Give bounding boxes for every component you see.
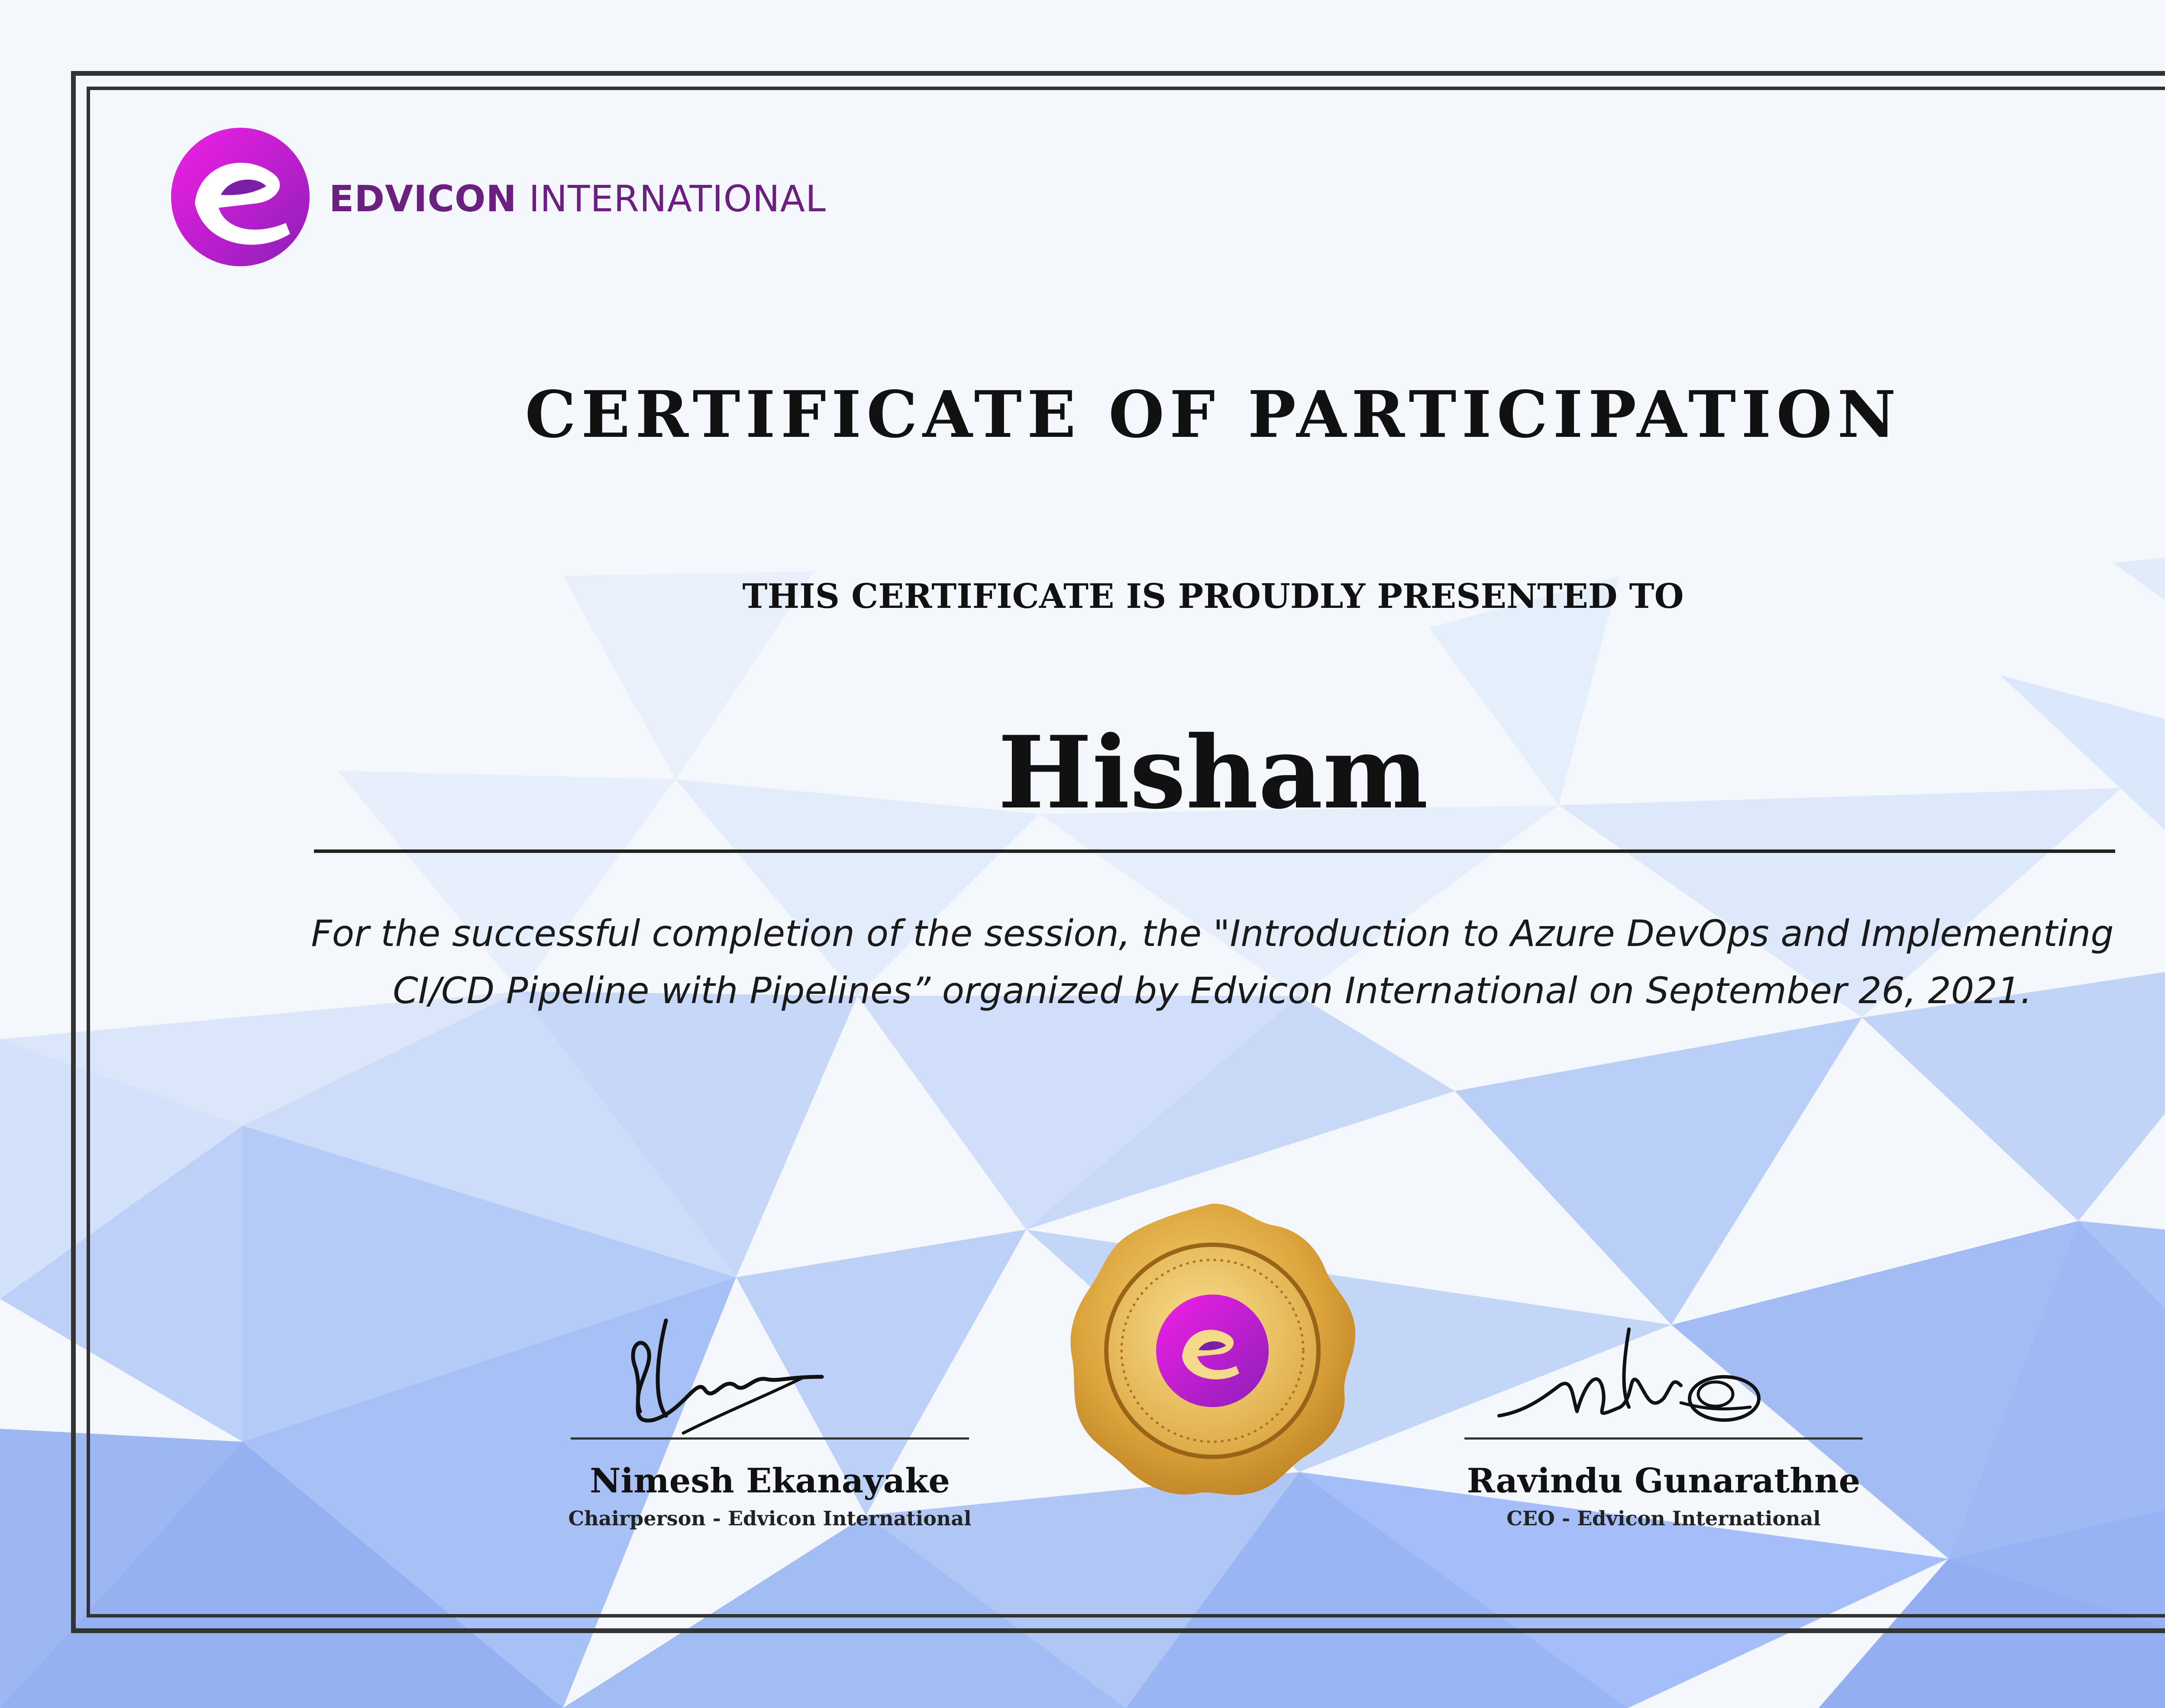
description-line-1: For the successful completion of the session, the "Introduction to Azure DevOps and Implementing [311, 912, 2114, 955]
handwritten-signature-icon [1447, 1269, 1880, 1437]
signature-block-chairperson [553, 1269, 986, 1530]
signatory-role: Chairperson - Edvicon International [568, 1507, 972, 1530]
description-line-2: CI/CD Pipeline with Pipelines” organized by Edvicon International on September 26, 2021. [393, 969, 2032, 1012]
signature-line [571, 1437, 969, 1440]
gold-seal-icon [1057, 1195, 1368, 1507]
organization-suffix: INTERNATIONAL [529, 178, 826, 220]
presented-to-label: THIS CERTIFICATE IS PROUDLY PRESENTED TO [742, 577, 1684, 616]
certificate-title: CERTIFICATE OF PARTICIPATION [525, 377, 1901, 452]
signatory-name: Nimesh Ekanayake [590, 1461, 950, 1501]
signature-block-ceo [1447, 1269, 1880, 1530]
organization-brand: EDVICON [329, 178, 517, 220]
handwritten-signature-icon [553, 1269, 986, 1437]
certificate-description [242, 905, 2165, 1019]
recipient-underline [314, 849, 2115, 853]
signatory-name: Ravindu Gunarathne [1467, 1461, 1861, 1501]
signature-line [1464, 1437, 1863, 1440]
recipient-name: Hisham [998, 714, 1428, 831]
organization-logo [169, 126, 905, 273]
edvicon-e-logo-icon [169, 126, 312, 268]
signatory-role: CEO - Edvicon International [1506, 1507, 1821, 1530]
organization-name [329, 178, 826, 220]
